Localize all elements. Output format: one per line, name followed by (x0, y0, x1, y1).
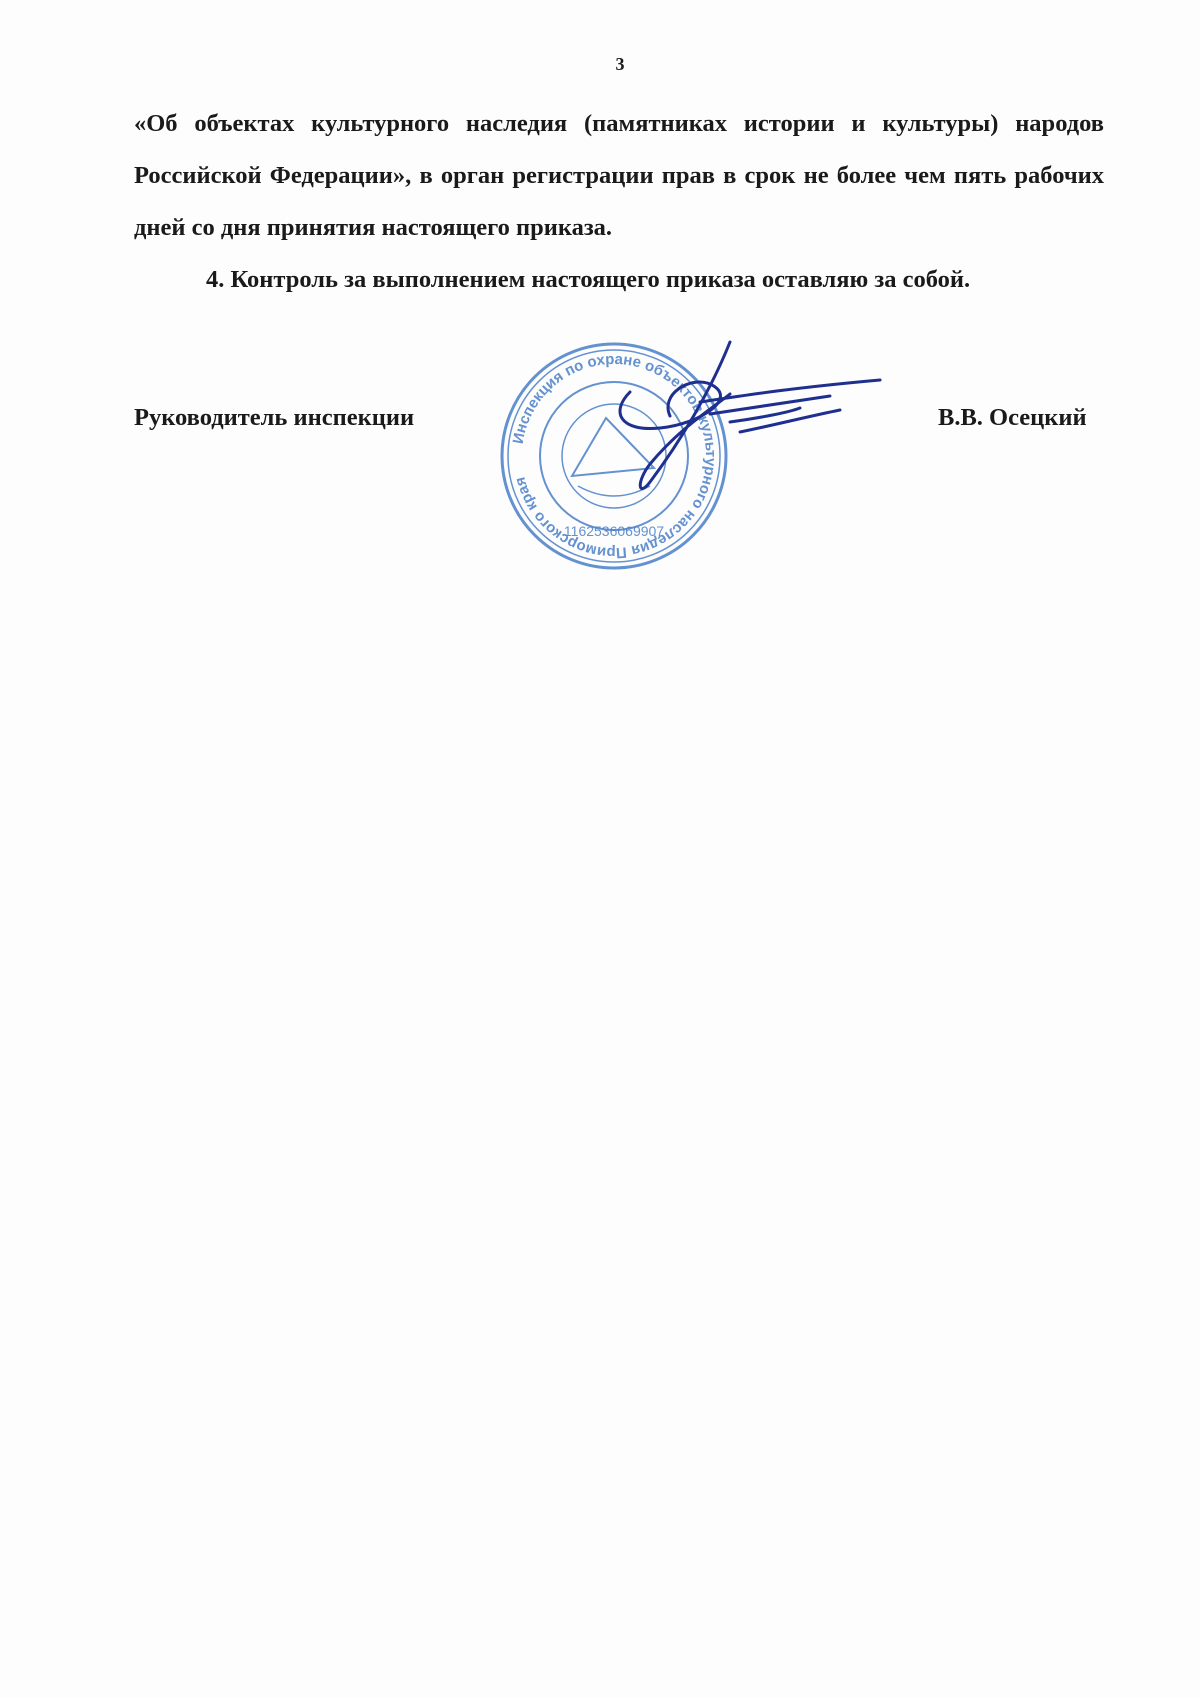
handwritten-signature (590, 332, 890, 532)
page-number: 3 (615, 54, 625, 74)
stamp-number: 1162536069907 (563, 523, 665, 539)
signatory-position: Руководитель инспекции (134, 404, 415, 431)
signature-icon (590, 332, 890, 532)
paragraph-continuation: «Об объектах культурного наследия (памятниках истории и культуры) народов Российской Федерации», в орган регистрации прав в срок не более чем пять рабочих дней со дня принятия настоящего приказа. (134, 110, 1104, 241)
paragraph-4: 4. Контроль за выполнением настоящего приказа оставляю за собой. (206, 266, 971, 293)
signatory-name: В.В. Осецкий (938, 404, 1087, 431)
stamp-outer-text: Инспекция по охране объектов культурного наследия Приморского края (509, 350, 720, 562)
body-text (134, 98, 1104, 306)
